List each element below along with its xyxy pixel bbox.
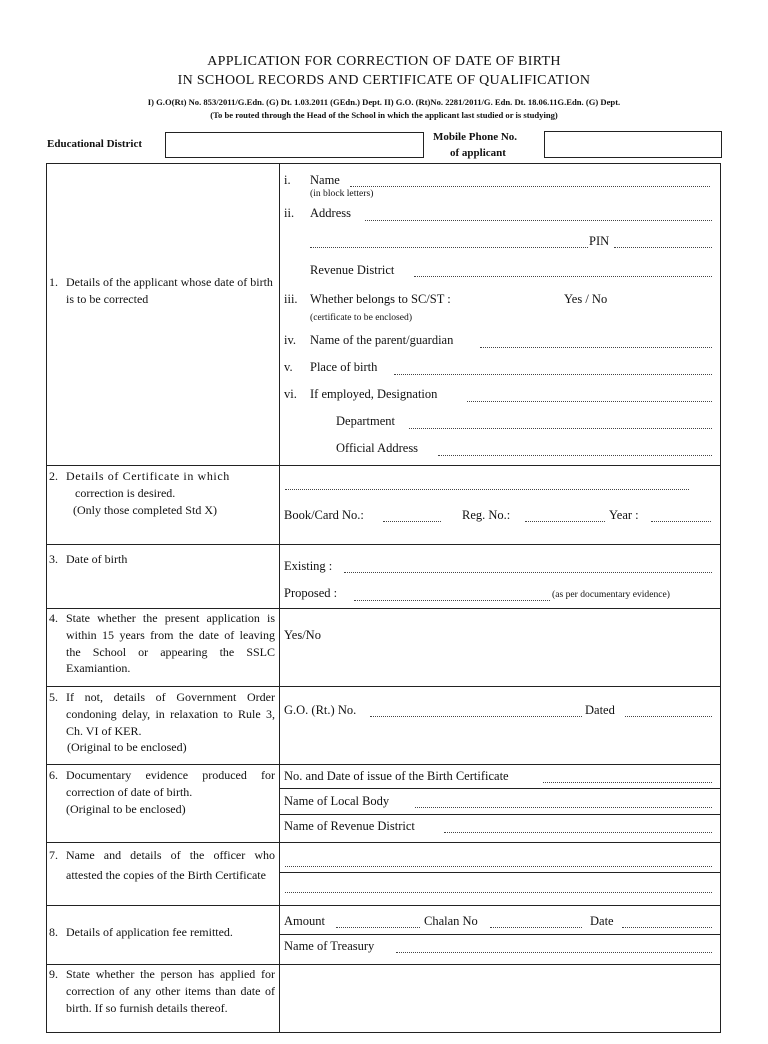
- revenue-district-label: Revenue District: [310, 263, 395, 277]
- divider: [279, 872, 720, 873]
- question-text: State whether the present application is within 15 years from the date of leaving the School or appearing the SSLC Examiantion.: [66, 611, 275, 676]
- sc-st-label: Whether belongs to SC/ST :: [310, 292, 451, 306]
- revenue-district-field[interactable]: [414, 276, 712, 277]
- birth-certificate-label: No. and Date of issue of the Birth Certificate: [284, 769, 509, 783]
- officer-details-field-1[interactable]: [285, 866, 712, 867]
- question-text: Details of application fee remitted.: [66, 925, 233, 939]
- reg-no-field[interactable]: [525, 521, 605, 522]
- address-label: Address: [310, 206, 351, 220]
- item-numeral: v.: [284, 360, 293, 374]
- question-1: [49, 274, 275, 308]
- row-attesting-officer: [47, 842, 720, 906]
- year-field[interactable]: [651, 521, 711, 522]
- row-documentary-evidence: [47, 764, 720, 843]
- question-5: [49, 689, 275, 756]
- routing-note: (To be routed through the Head of the School in which the applicant last studied or is studying): [210, 110, 558, 120]
- row-government-order: [47, 686, 720, 765]
- year-label: Year :: [609, 508, 639, 522]
- dated-field[interactable]: [625, 716, 712, 717]
- row-application-fee: [47, 905, 720, 965]
- proposed-dob-label: Proposed :: [284, 586, 338, 600]
- question-note: (Original to be enclosed): [66, 801, 186, 816]
- divider: [279, 814, 720, 815]
- birth-certificate-field[interactable]: [543, 782, 712, 783]
- revenue-district-label: Name of Revenue District: [284, 819, 415, 833]
- form-title-line-1: APPLICATION FOR CORRECTION OF DATE OF BIRTH: [207, 54, 561, 69]
- item-numeral: vi.: [284, 387, 297, 401]
- divider: [279, 788, 720, 789]
- official-address-field[interactable]: [438, 455, 712, 456]
- officer-details-field-2[interactable]: [285, 892, 712, 893]
- local-revenue-district-field[interactable]: [444, 832, 712, 833]
- certificate-note: (certificate to be enclosed): [310, 312, 413, 323]
- local-body-field[interactable]: [415, 807, 712, 808]
- go-references: I) G.O(Rt) No. 853/2011/G.Edn. (G) Dt. 1.03.2011 (GEdn.) Dept. II) G.O. (Rt)No. 2281/2011/G. Edn. Dt. 18.06.11G.Edn. (G) Dept.: [147, 97, 621, 107]
- question-number: 9.: [49, 967, 58, 981]
- parent-guardian-field[interactable]: [480, 347, 712, 348]
- mobile-phone-field[interactable]: [544, 131, 722, 158]
- official-address-label: Official Address: [336, 441, 419, 455]
- question-number: 5.: [49, 690, 58, 704]
- item-numeral: ii.: [284, 206, 295, 220]
- question-text: Documentary evidence produced for correction of date of birth.: [66, 768, 275, 799]
- question-text: correction is desired.: [75, 485, 176, 500]
- place-of-birth-label: Place of birth: [310, 360, 378, 374]
- address-field-line-1[interactable]: [365, 220, 712, 221]
- amount-label: Amount: [284, 914, 325, 928]
- question-text: Name and details of the officer who attested the copies of the Birth Certificate: [66, 848, 275, 883]
- certificate-name-field[interactable]: [285, 489, 689, 490]
- question-text: Date of birth: [66, 552, 128, 566]
- question-2: [49, 468, 275, 518]
- department-label: Department: [336, 414, 396, 428]
- question-number: 3.: [49, 552, 58, 566]
- educational-district-label: Educational District: [47, 138, 143, 150]
- mobile-label-line-1: Mobile Phone No.: [433, 131, 518, 143]
- question-number: 2.: [49, 469, 58, 483]
- parent-guardian-label: Name of the parent/guardian: [310, 333, 454, 347]
- name-label: Name: [310, 173, 340, 187]
- mobile-label-line-2: of applicant: [450, 147, 506, 159]
- question-note: (Original to be enclosed): [67, 740, 187, 755]
- place-of-birth-field[interactable]: [394, 374, 712, 375]
- divider: [279, 934, 720, 935]
- chalan-no-label: Chalan No: [424, 914, 478, 928]
- question-text: (Only those completed Std X): [73, 502, 217, 517]
- reg-no-label: Reg. No.:: [462, 508, 511, 522]
- question-4: [49, 610, 275, 677]
- question-number: 1.: [49, 275, 58, 289]
- item-numeral: iv.: [284, 333, 297, 347]
- question-7: [49, 845, 275, 886]
- pin-label: PIN: [589, 234, 610, 248]
- form-title-line-2: IN SCHOOL RECORDS AND CERTIFICATE OF QUALIFICATION: [177, 73, 591, 88]
- pin-field[interactable]: [614, 247, 712, 248]
- date-field[interactable]: [622, 927, 712, 928]
- evidence-note: (as per documentary evidence): [552, 589, 670, 600]
- educational-district-field[interactable]: [165, 132, 424, 158]
- application-form-table: [46, 163, 721, 1033]
- name-field[interactable]: [350, 186, 710, 187]
- question-text: State whether the person has applied for correction of any other items than date of birth. If so furnish details thereof.: [66, 967, 275, 1015]
- question-text: Details of the applicant whose date of birth is to be corrected: [66, 275, 273, 306]
- designation-label: If employed, Designation: [310, 387, 438, 401]
- item-numeral: iii.: [284, 292, 298, 306]
- local-body-label: Name of Local Body: [284, 794, 390, 808]
- question-9: [49, 966, 275, 1016]
- amount-field[interactable]: [336, 927, 420, 928]
- go-no-field[interactable]: [370, 716, 582, 717]
- row-certificate-details: [47, 465, 720, 545]
- question-number: 6.: [49, 768, 58, 782]
- existing-dob-label: Existing :: [284, 559, 333, 573]
- question-8: [49, 924, 275, 941]
- designation-field[interactable]: [467, 401, 712, 402]
- row-date-of-birth: [47, 544, 720, 609]
- question-number: 7.: [49, 848, 58, 862]
- sc-st-yes-no[interactable]: Yes / No: [564, 292, 608, 306]
- item-numeral: i.: [284, 173, 291, 187]
- address-field-line-2[interactable]: [310, 247, 588, 248]
- fifteen-years-yes-no[interactable]: Yes/No: [284, 628, 321, 642]
- question-3: [49, 551, 275, 568]
- go-no-label: G.O. (Rt.) No.: [284, 703, 357, 717]
- date-label: Date: [590, 914, 614, 928]
- proposed-dob-field[interactable]: [354, 600, 550, 601]
- question-text: Details of Certificate in which: [66, 469, 230, 483]
- row-applicant-details: [47, 164, 720, 466]
- existing-dob-field[interactable]: [344, 572, 712, 573]
- question-text: If not, details of Government Order condoning delay, in relaxation to Rule 3, Ch. VI of KER.: [66, 690, 275, 738]
- dated-label: Dated: [585, 703, 615, 717]
- book-card-field[interactable]: [383, 521, 441, 522]
- question-6: [49, 767, 275, 817]
- row-fifteen-years: [47, 608, 720, 687]
- block-letters-note: (in block letters): [310, 188, 374, 199]
- question-number: 4.: [49, 611, 58, 625]
- question-number: 8.: [49, 925, 58, 939]
- treasury-field[interactable]: [396, 952, 712, 953]
- treasury-label: Name of Treasury: [284, 939, 375, 953]
- row-other-corrections: [47, 964, 720, 1044]
- chalan-no-field[interactable]: [490, 927, 582, 928]
- book-card-label: Book/Card No.:: [284, 508, 364, 522]
- department-field[interactable]: [409, 428, 712, 429]
